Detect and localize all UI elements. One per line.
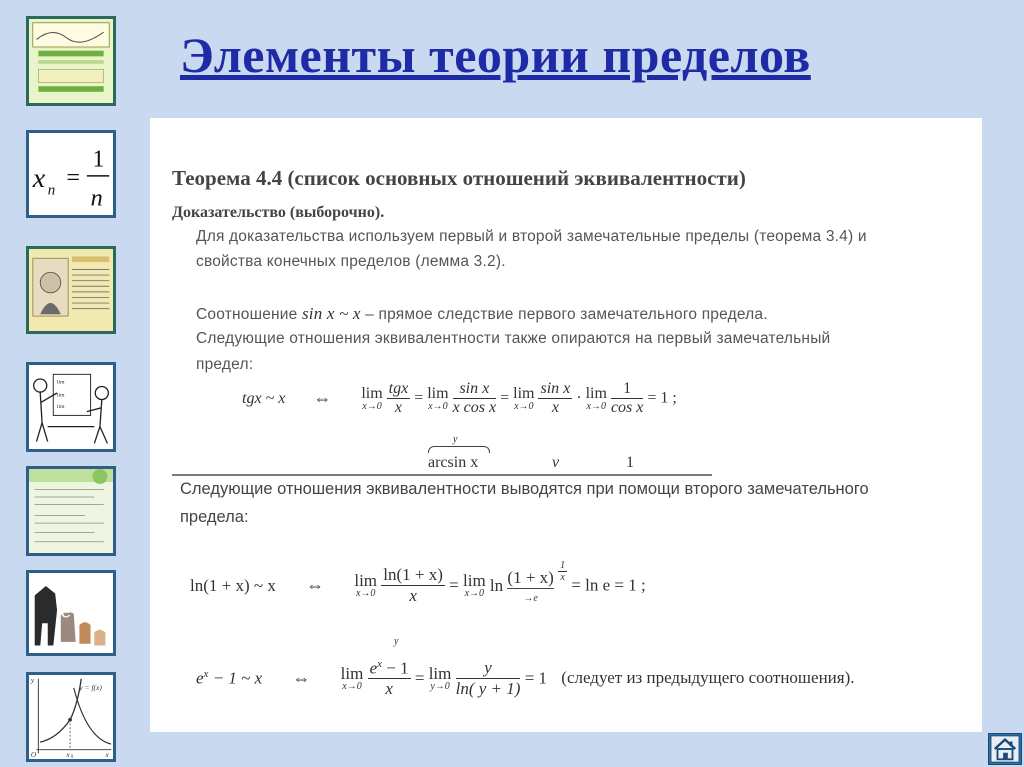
thumb-slide-7[interactable] [26,672,116,762]
home-icon [989,734,1021,764]
function-graph-icon [29,19,113,103]
paragraph-1-line-1: Для доказательства используем первый и второй замечательные пределы (теорема 3.4) и [196,228,867,245]
svg-text:O: O [30,750,37,759]
formula-partial-one: 1 [626,454,634,471]
svg-text:=: = [66,164,81,192]
thumb-slide-6[interactable] [26,570,116,656]
thumb-slide-2[interactable] [26,130,116,218]
table-slide-icon [29,469,113,553]
svg-text:y: y [30,675,35,685]
formula-exp: $e^x - 1$ ~ x ⇔ lim x→0 $\frac{e^x - 1}{x}$ = lim y→0 $\frac{y}{\ln( y + 1)}$ = 1 (следует из предыдущего соотношения). [196,657,855,699]
thumb-slide-4[interactable] [26,362,116,452]
crop-divider [172,474,712,476]
svg-text:x: x [66,750,70,759]
svg-text:e: e [60,600,72,622]
paragraph-2: Соотношение sin x ~ x – прямое следствие первого замечательного предела. [196,304,768,323]
paragraph-4-line-2: предела: [180,508,249,526]
cartoon-icon [29,365,113,449]
paragraph-3-line-2: предел: [196,356,254,373]
svg-text:0: 0 [71,755,74,759]
svg-text:lim: lim [57,392,65,399]
graph-icon [29,675,113,759]
svg-text:lim: lim [57,379,65,386]
proof-heading: Доказательство (выборочно). [172,204,385,221]
formula-arcsin: arcsin x [428,454,479,471]
thumb-slide-1[interactable] [26,16,116,106]
sequence-formula-icon [29,133,113,215]
theorem-heading: Теорема 4.4 (список основных отношений эквивалентности) [172,166,746,190]
paragraph-4-line-1: Следующие отношения эквивалентности выводятся при помощи второго замечательного [180,480,869,498]
portrait-icon [29,249,113,331]
paragraph-3-line-1: Следующие отношения эквивалентности также опираются на первый замечательный [196,330,831,347]
formula-arcsin-brace [428,446,490,453]
formula-partial-v: v [552,454,560,471]
document-image [150,118,982,732]
dogs-image-icon [29,573,113,653]
svg-text:x: x [105,750,109,759]
svg-text:x: x [32,163,46,195]
formula-exp-y: y [394,636,399,647]
svg-text:1: 1 [92,145,105,173]
svg-text:lim: lim [57,403,65,410]
page-title: Элементы теории пределов [180,27,811,83]
svg-text:n: n [47,182,56,199]
thumb-slide-3[interactable] [26,246,116,334]
thumb-slide-5[interactable] [26,466,116,556]
paragraph-1-line-2: свойства конечных пределов (лемма 3.2). [196,253,506,270]
formula-tg: tgx ~ x ⇔ lim x→0 $\frac{\text{tgx}}{x}$ = lim x→0 $\frac{\text{sin x}}{\text{x cos x}}$ = lim x→0 $\frac{\text{sin x}}{x}$ · lim x→0 $\frac{1}{\text{cos x}}$ = 1 ; [242,380,677,416]
home-button[interactable] [988,733,1022,765]
svg-text:y = f(x): y = f(x) [79,682,102,692]
formula-ln: ln(1 + x) ~ x ⇔ lim x→0 $\frac{\ln(1 + x)}{x}$ = lim x→0 ln (1 + x) →e $\frac{1}{x}$ = ln e = 1 ; [190,560,646,605]
formula-arcsin-y: y [453,434,458,445]
svg-text:n: n [90,184,103,212]
